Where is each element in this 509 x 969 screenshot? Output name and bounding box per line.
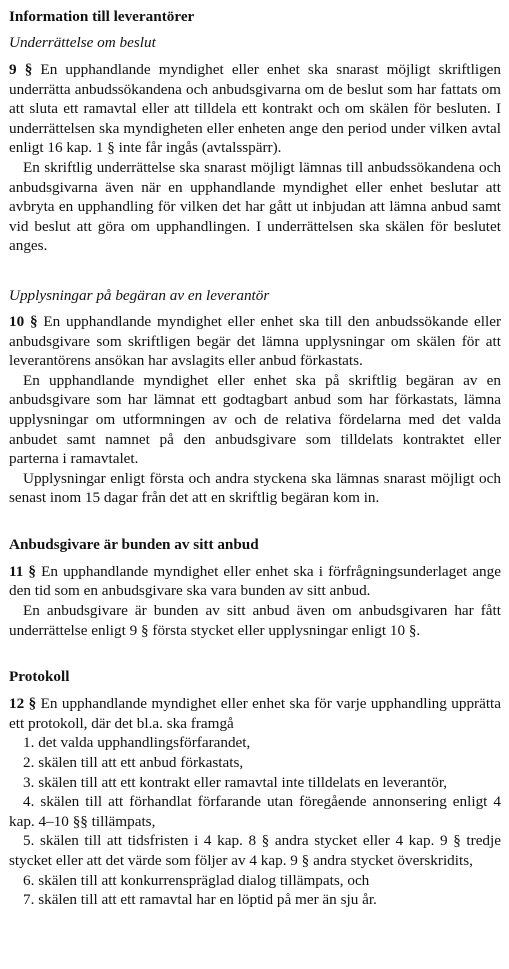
paragraph: En skriftlig underrättelse ska snarast möjligt lämnas till anbudssökandena och anbudsgivarna även när en upphandlande myndighet eller enhet beslutar att avbryta en upphandling för vilken det har gått ut inbjudan att lämna anbud samt vid beslut att göra om upphandlingen. I underrättelsen ska skälen för beslutet anges. <box>9 158 501 255</box>
section-number: 9 § <box>9 61 33 78</box>
paragraph-9 <box>9 60 501 158</box>
list-item: 5. skälen till att tidsfristen i 4 kap. 8 § andra stycket eller 4 kap. 9 § tredje stycket eller att det värde som följer av 4 kap. 9 § andra stycket överskridits, <box>9 832 501 869</box>
list-item: 2. skälen till att ett anbud förkastats, <box>23 754 244 772</box>
section-number: 11 § <box>9 562 37 580</box>
section-subheading: Upplysningar på begäran av en leverantör <box>9 286 270 304</box>
section-number: 10 § <box>9 312 38 330</box>
section-anbudsgivare <box>9 534 501 640</box>
paragraph: En anbudsgivare är bunden av sitt anbud även om anbudsgivaren har fått underrättelse enligt 9 § första stycket eller upplysningar enligt 10 §. <box>9 602 501 639</box>
section-upplysningar <box>9 285 501 508</box>
section-subheading: Underrättelse om beslut <box>9 34 156 51</box>
paragraph-text: En upphandlande myndighet eller enhet ska för varje upphandling upprätta ett protokoll, där det bl.a. ska framgå <box>9 695 502 732</box>
section-heading: Anbudsgivare är bunden av sitt anbud <box>9 535 259 553</box>
list-item: 1. det valda upphandlingsförfarandet, <box>23 734 251 752</box>
list-item: 7. skälen till att ett ramavtal har en löptid på mer än sju år. <box>23 891 377 909</box>
section-heading: Information till leverantörer <box>9 8 195 25</box>
paragraph: En upphandlande myndighet eller enhet ska på skriftlig begäran av en anbudsgivare som har lämnat ett godtagbart anbud som har förkastats, lämna upplysningar om utformningen av och de relativa fördelarna med det valda anbudet samt namnet på den anbudsgivare som tilldelats kontraktet eller parterna i ramavtalet. <box>9 371 501 468</box>
paragraph-text: En upphandlande myndighet eller enhet ska i förfrågningsunderlaget ange den tid som en anbudsgivare ska vara bunden av sitt anbud. <box>9 562 501 600</box>
section-number: 12 § <box>9 695 37 713</box>
protocol-list <box>9 733 501 909</box>
list-item: 4. skälen till att förhandlat förfarande utan föregående annonsering enligt 4 kap. 4–10 §§ tillämpats, <box>9 793 501 830</box>
paragraph: Upplysningar enligt första och andra styckena ska lämnas snarast möjligt och senast inom 15 dagar från det att en skriftlig begäran kom in. <box>9 469 501 507</box>
document-page <box>9 6 501 910</box>
paragraph-text: En upphandlande myndighet eller enhet ska till den anbudssökande eller anbudsgivare som skriftligen begär det lämna upplysningar om skälen för att leverantörens ansökan har avslagits eller anbud förkastats. <box>9 312 502 370</box>
paragraph-12 <box>9 694 501 733</box>
section-protokoll <box>9 666 501 910</box>
section-information <box>9 6 501 256</box>
section-heading: Protokoll <box>9 668 70 686</box>
paragraph-text: En upphandlande myndighet eller enhet ska snarast möjligt skriftligen underrätta anbudssökandena och anbudsgivarna om de beslut som har fattats om att sluta ett ramavtal eller att tilldela ett kontrakt och om skälen för besluten. I underrättelsen ska myndigheten eller enheten ange den period under vilken avtal enligt 16 kap. 1 § inte får ingås (avtalsspärr). <box>9 61 501 157</box>
paragraph-10 <box>9 312 501 371</box>
list-item: 3. skälen till att ett kontrakt eller ramavtal inte tilldelats en leverantör, <box>23 773 448 791</box>
paragraph-11 <box>9 562 501 601</box>
list-item: 6. skälen till att konkurrenspräglad dialog tillämpats, och <box>23 871 370 889</box>
